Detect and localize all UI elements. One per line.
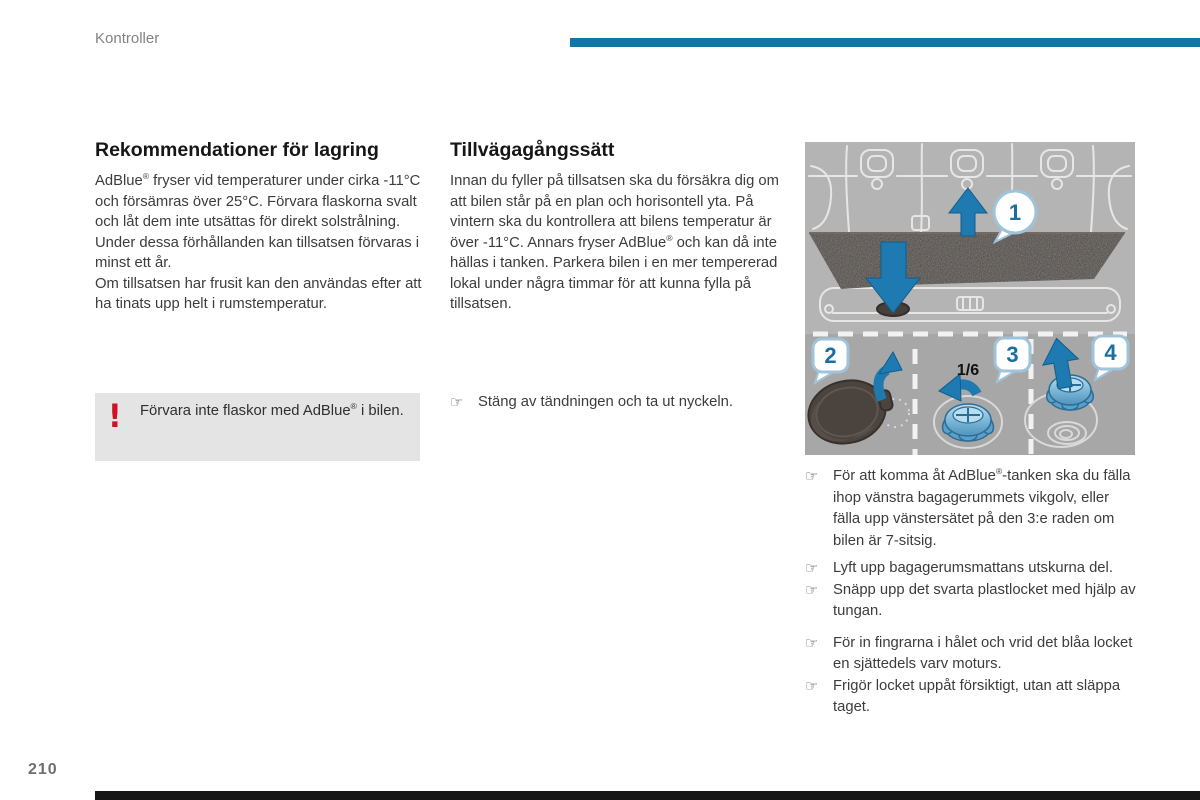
svg-text:3: 3	[1006, 342, 1019, 367]
procedure-heading: Tillvägagångssätt	[450, 139, 615, 161]
step-text: Lyft upp bagagerumsmattans utskurna del.	[833, 560, 1113, 576]
warning-exclamation-icon: !	[108, 397, 122, 436]
step-text: Snäpp upp det svarta plastlocket med hjälp av tungan.	[833, 581, 1136, 619]
instruction-step	[805, 558, 1137, 580]
pointer-hand-icon: ☞	[805, 467, 819, 485]
storage-paragraph-3: Om tillsatsen har frusit kan den användas efter att ha tinats upp helt i rumstemperatur.	[95, 275, 422, 312]
instruction-step	[805, 466, 1137, 552]
pointer-hand-icon: ☞	[805, 633, 819, 652]
storage-paragraph-1: AdBlue® fryser vid temperaturer under cirka -11°C och försämras över 25°C. Förvara flaskorna svalt och låt dem inte utsättas för direkt solstrålning.	[95, 171, 421, 230]
footer-bar	[95, 791, 1200, 800]
svg-text:4: 4	[1104, 340, 1117, 365]
warning-box	[95, 393, 420, 461]
storage-paragraph-2: Under dessa förhållanden kan tillsatsen förvaras i minst ett år.	[95, 234, 420, 271]
procedure-intro: Innan du fyller på tillsatsen ska du försäkra dig om att bilen står på en plan och horisontell yta. På vintern ska du kontrollera att bilens temperatur är över -11°C. Annars fryser AdBlue® och kan då inte hällas i tanken. Parkera bilen i en mer tempererad lokal under några timmar för att kunna fylla på tillsatsen.	[450, 173, 779, 312]
step-text: Frigör locket uppåt försiktigt, utan att släppa taget.	[833, 677, 1121, 715]
step-text: För in fingrarna i hålet och vrid det blåa locket en sjättedels varv moturs.	[833, 634, 1133, 672]
procedure-section	[450, 139, 795, 315]
warning-text: Förvara inte flaskor med AdBlue® i bilen.	[140, 401, 404, 419]
header-accent-bar	[570, 38, 1200, 47]
step-text: För att komma åt AdBlue®-tanken ska du fälla ihop vänstra bagagerummets vikgolv, eller fälla upp vänstersätet på den 3:e raden om bilen är 7-sitsig.	[833, 466, 1131, 549]
instruction-step	[805, 676, 1137, 719]
storage-heading: Rekommendationer för lagring	[95, 139, 379, 161]
step-text: Stäng av tändningen och ta ut nyckeln.	[478, 394, 734, 410]
instruction-step	[805, 580, 1137, 623]
instruction-step	[805, 633, 1137, 676]
pointer-hand-icon: ☞	[805, 676, 819, 695]
rotation-fraction-label: 1/6	[956, 362, 980, 379]
section-label: Kontroller	[95, 30, 160, 47]
svg-text:1: 1	[1008, 200, 1022, 225]
trunk-access-figure	[805, 142, 1135, 455]
pointer-hand-icon: ☞	[805, 580, 819, 599]
procedure-steps-list	[805, 466, 1137, 719]
svg-text:2: 2	[824, 343, 837, 368]
storage-section	[95, 139, 425, 315]
page-number: 210	[28, 761, 58, 778]
instruction-step	[450, 392, 795, 414]
pointer-hand-icon: ☞	[450, 393, 464, 411]
procedure-first-step	[450, 392, 795, 414]
pointer-hand-icon: ☞	[805, 559, 819, 577]
